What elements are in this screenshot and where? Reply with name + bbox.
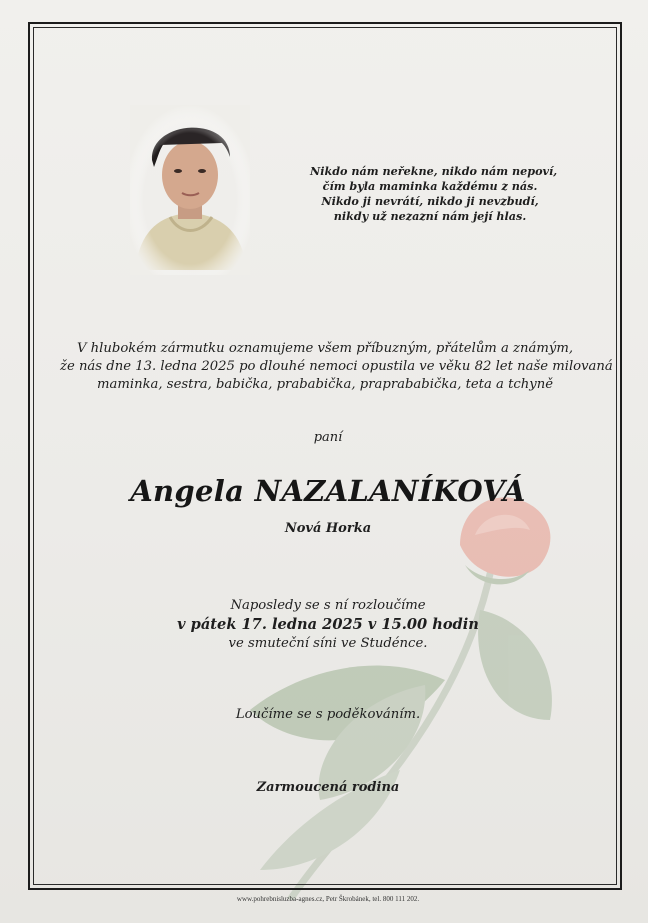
death-announcement <box>60 340 613 394</box>
announcement-line: V hlubokém zármutku oznamujeme všem příbuzným, přátelům a známým, <box>76 341 574 356</box>
portrait-photo <box>130 105 250 275</box>
verse-line: nikdy už nezazní nám její hlas. <box>333 209 527 223</box>
salutation: paní <box>313 430 343 445</box>
thanks-line: Loučíme se s poděkováním. <box>235 707 421 722</box>
verse-line: Nikdo nám neřekne, nikdo nám nepoví, <box>310 164 558 178</box>
announcement-line: že nás dne 13. ledna 2025 po dlouhé nemoci opustila ve věku 82 let naše milovaná <box>60 359 613 374</box>
inner-border <box>33 27 617 885</box>
funeral-info <box>0 596 648 653</box>
deceased-place: Nová Horka <box>284 521 372 536</box>
funeral-location: ve smuteční síni ve Studénce. <box>228 636 428 651</box>
memorial-verse <box>310 164 558 224</box>
verse-line: čím byla maminka každému z nás. <box>322 179 538 193</box>
funeral-date-time: v pátek 17. ledna 2025 v 15.00 hodin <box>177 616 479 633</box>
funeral-line-1: Naposledy se s ní rozloučíme <box>230 598 426 613</box>
footer-imprint: www.pohrebnisluzba-agnes.cz, Petr Škrobánek, tel. 800 111 202. <box>236 895 420 903</box>
deceased-name: Angela NAZALANÍKOVÁ <box>130 474 526 508</box>
announcement-line: maminka, sestra, babička, prababička, praprababička, teta a tchyně <box>96 377 554 392</box>
signature: Zarmoucená rodina <box>256 780 400 795</box>
verse-line: Nikdo ji nevrátí, nikdo ji nevzbudí, <box>321 194 539 208</box>
